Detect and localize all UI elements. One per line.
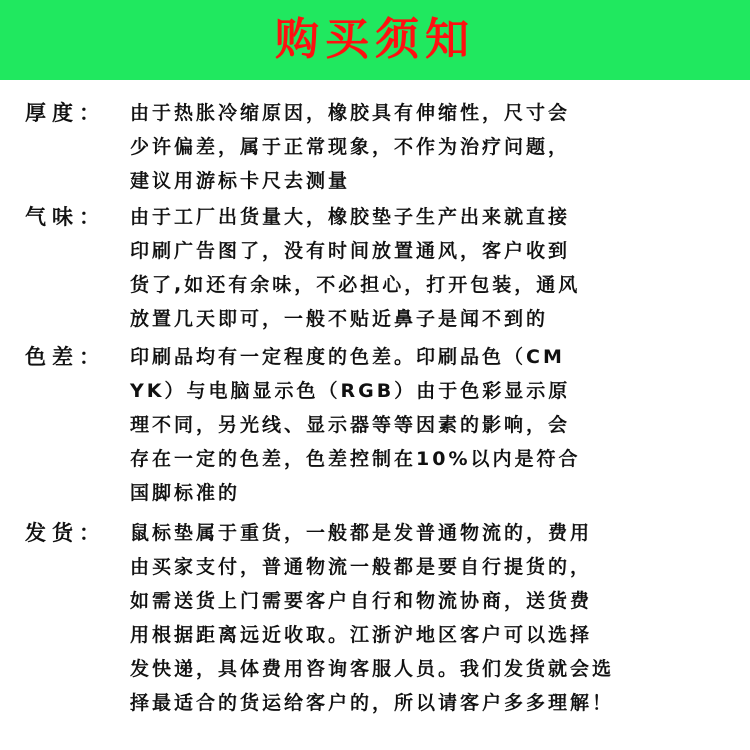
section-line: 鼠标垫属于重货，一般都是发普通物流的，费用 — [130, 522, 593, 544]
page-title: 购买须知 — [275, 14, 475, 65]
section-line: 用根据距离远近收取。江浙沪地区客户可以选择 — [130, 624, 593, 646]
section-line: 发快递，具体费用咨询客服人员。我们发货就会选 — [130, 658, 615, 680]
section-line: 择最适合的货运给客户的，所以请客户多多理解！ — [130, 692, 615, 714]
section-line: 存在一定的色差，色差控制在10%以内是符合 — [130, 448, 581, 470]
section-line: 如需送货上门需要客户自行和物流协商，送货费 — [130, 590, 593, 612]
section-line: 放置几天即可，一般不贴近鼻子是闻不到的 — [130, 308, 549, 330]
section-label: 气味： — [25, 205, 106, 229]
section-label: 厚度： — [25, 101, 106, 125]
section-line: 印刷广告图了，没有时间放置通风，客户收到 — [130, 240, 571, 262]
section-line: 货了,如还有余味，不必担心，打开包装，通风 — [130, 274, 581, 296]
section-line: 少许偏差，属于正常现象，不作为治疗问题， — [130, 136, 571, 158]
section-line: 印刷品均有一定程度的色差。印刷品色（CM — [130, 346, 565, 368]
section-line: 由于热胀冷缩原因，橡胶具有伸缩性，尺寸会 — [130, 102, 571, 124]
section-line: 由于工厂出货量大，橡胶垫子生产出来就直接 — [130, 206, 571, 228]
section-line: 理不同，另光线、显示器等等因素的影响，会 — [130, 414, 571, 436]
section-label: 色差： — [25, 345, 106, 369]
section-label: 发货： — [25, 521, 106, 545]
title-banner — [0, 0, 750, 80]
section-line: 建议用游标卡尺去测量 — [130, 170, 351, 192]
section-line: 国脚标准的 — [130, 482, 241, 504]
section-line: 由买家支付，普通物流一般都是要自行提货的， — [130, 556, 593, 578]
section-line: YK）与电脑显示色（RGB）由于色彩显示原 — [130, 380, 571, 402]
